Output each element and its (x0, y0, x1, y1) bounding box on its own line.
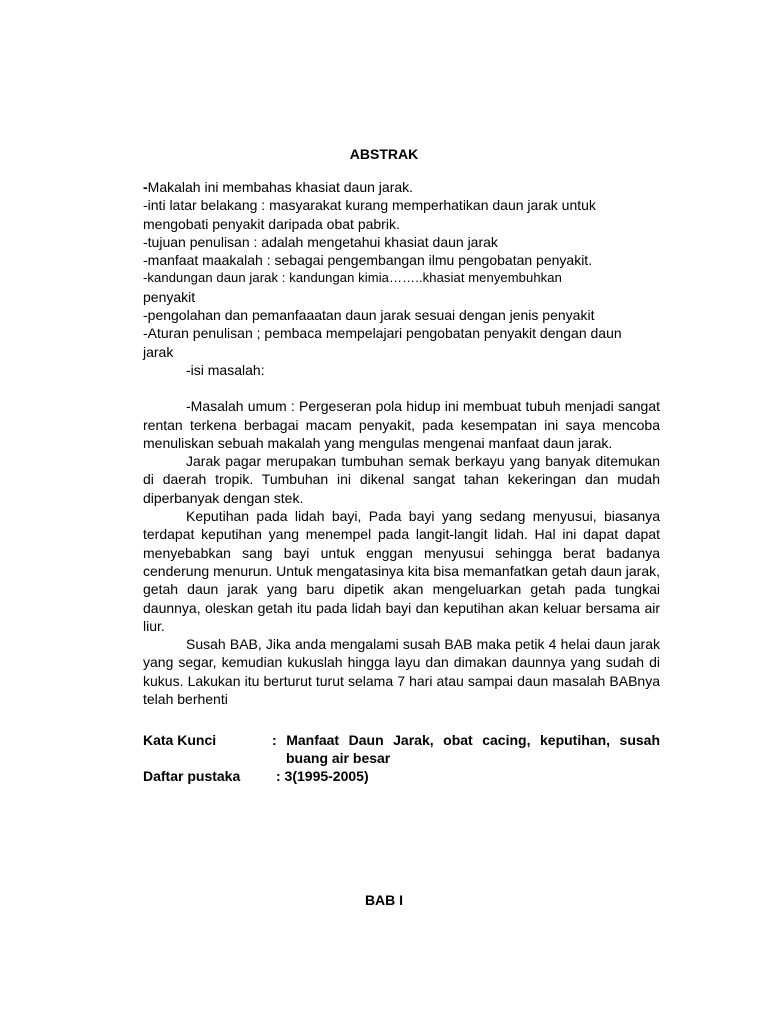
bullet-line: -Makalah ini membahas khasiat daun jarak. (143, 179, 414, 195)
bullet-line: -inti latar belakang : masyarakat kurang memperhatikan daun jarak untuk (143, 197, 596, 214)
isi-masalah-heading: -isi masalah: (186, 361, 265, 378)
paragraph: -Masalah umum : Pergeseran pola hidup ini membuat tubuh menjadi sangat rentan terkena berbagai macam penyakit, pada kesempatan ini saya mencoba menuliskan sebuah makalah yang mengulas mengenai manfaat daun jarak. (143, 398, 660, 451)
keywords-label: Kata Kunci (143, 732, 217, 748)
keywords-value-line1: : Manfaat Daun Jarak, obat cacing, keputihan, susah (272, 732, 660, 748)
bullet-line: -pengolahan dan pemanfaaatan daun jarak sesuai dengan jenis penyakit (143, 307, 595, 324)
bullet-line: penyakit (143, 288, 196, 305)
references-value: : 3(1995-2005) (276, 768, 369, 784)
bullet-line: -kandungan daun jarak : kandungan kimia……..khasiat menyembuhkan (143, 270, 562, 286)
paragraph: Keputihan pada lidah bayi, Pada bayi yang sedang menyusui, biasanya terdapat keputihan yang menempel pada langit-langit lidah. Hal ini dapat dapat menyebabkan sang bayi untuk enggan menyusui sehingga berat badanya cenderung menurun. Untuk mengatasinya kita bisa memanfatkan getah daun jarak, getah daun jarak yang baru dipetik akan mengeluarkan getah pada tungkai daunnya, oleskan getah itu pada lidah bayi dan keputihan akan keluar bersama air liur. (143, 508, 660, 634)
chapter-heading: BAB I (364, 892, 404, 908)
main-paragraphs (143, 397, 660, 708)
keywords-value-line2: buang air besar (286, 750, 391, 767)
abstract-title: ABSTRAK (349, 146, 419, 162)
paragraph: Jarak pagar merupakan tumbuhan semak berkayu yang banyak ditemukan di daerah tropik. Tumbuhan ini dikenal sangat tahan kekeringan dan mudah diperbanyak dengan stek. (143, 453, 660, 506)
references-label: Daftar pustaka (143, 768, 241, 784)
bullet-line: -manfaat maakalah : sebagai pengembangan ilmu pengobatan penyakit. (143, 252, 593, 269)
bullet-line: -tujuan penulisan : adalah mengetahui khasiat daun jarak (143, 233, 498, 250)
abstract-body (143, 178, 660, 708)
bullet-line: -Aturan penulisan ; pembaca mempelajari pengobatan penyakit dengan daun (143, 325, 622, 342)
paragraph: Susah BAB, Jika anda mengalami susah BAB maka petik 4 helai daun jarak yang segar, kemudian kukuslah hingga layu dan dimakan daunnya yang sudah di kukus. Lakukan itu berturut turut selama 7 hari atau sampai daun masalah BABnya telah berhenti (143, 636, 660, 708)
bullet-line: jarak (143, 343, 174, 360)
bullet-line: mengobati penyakit daripada obat pabrik. (143, 215, 400, 232)
